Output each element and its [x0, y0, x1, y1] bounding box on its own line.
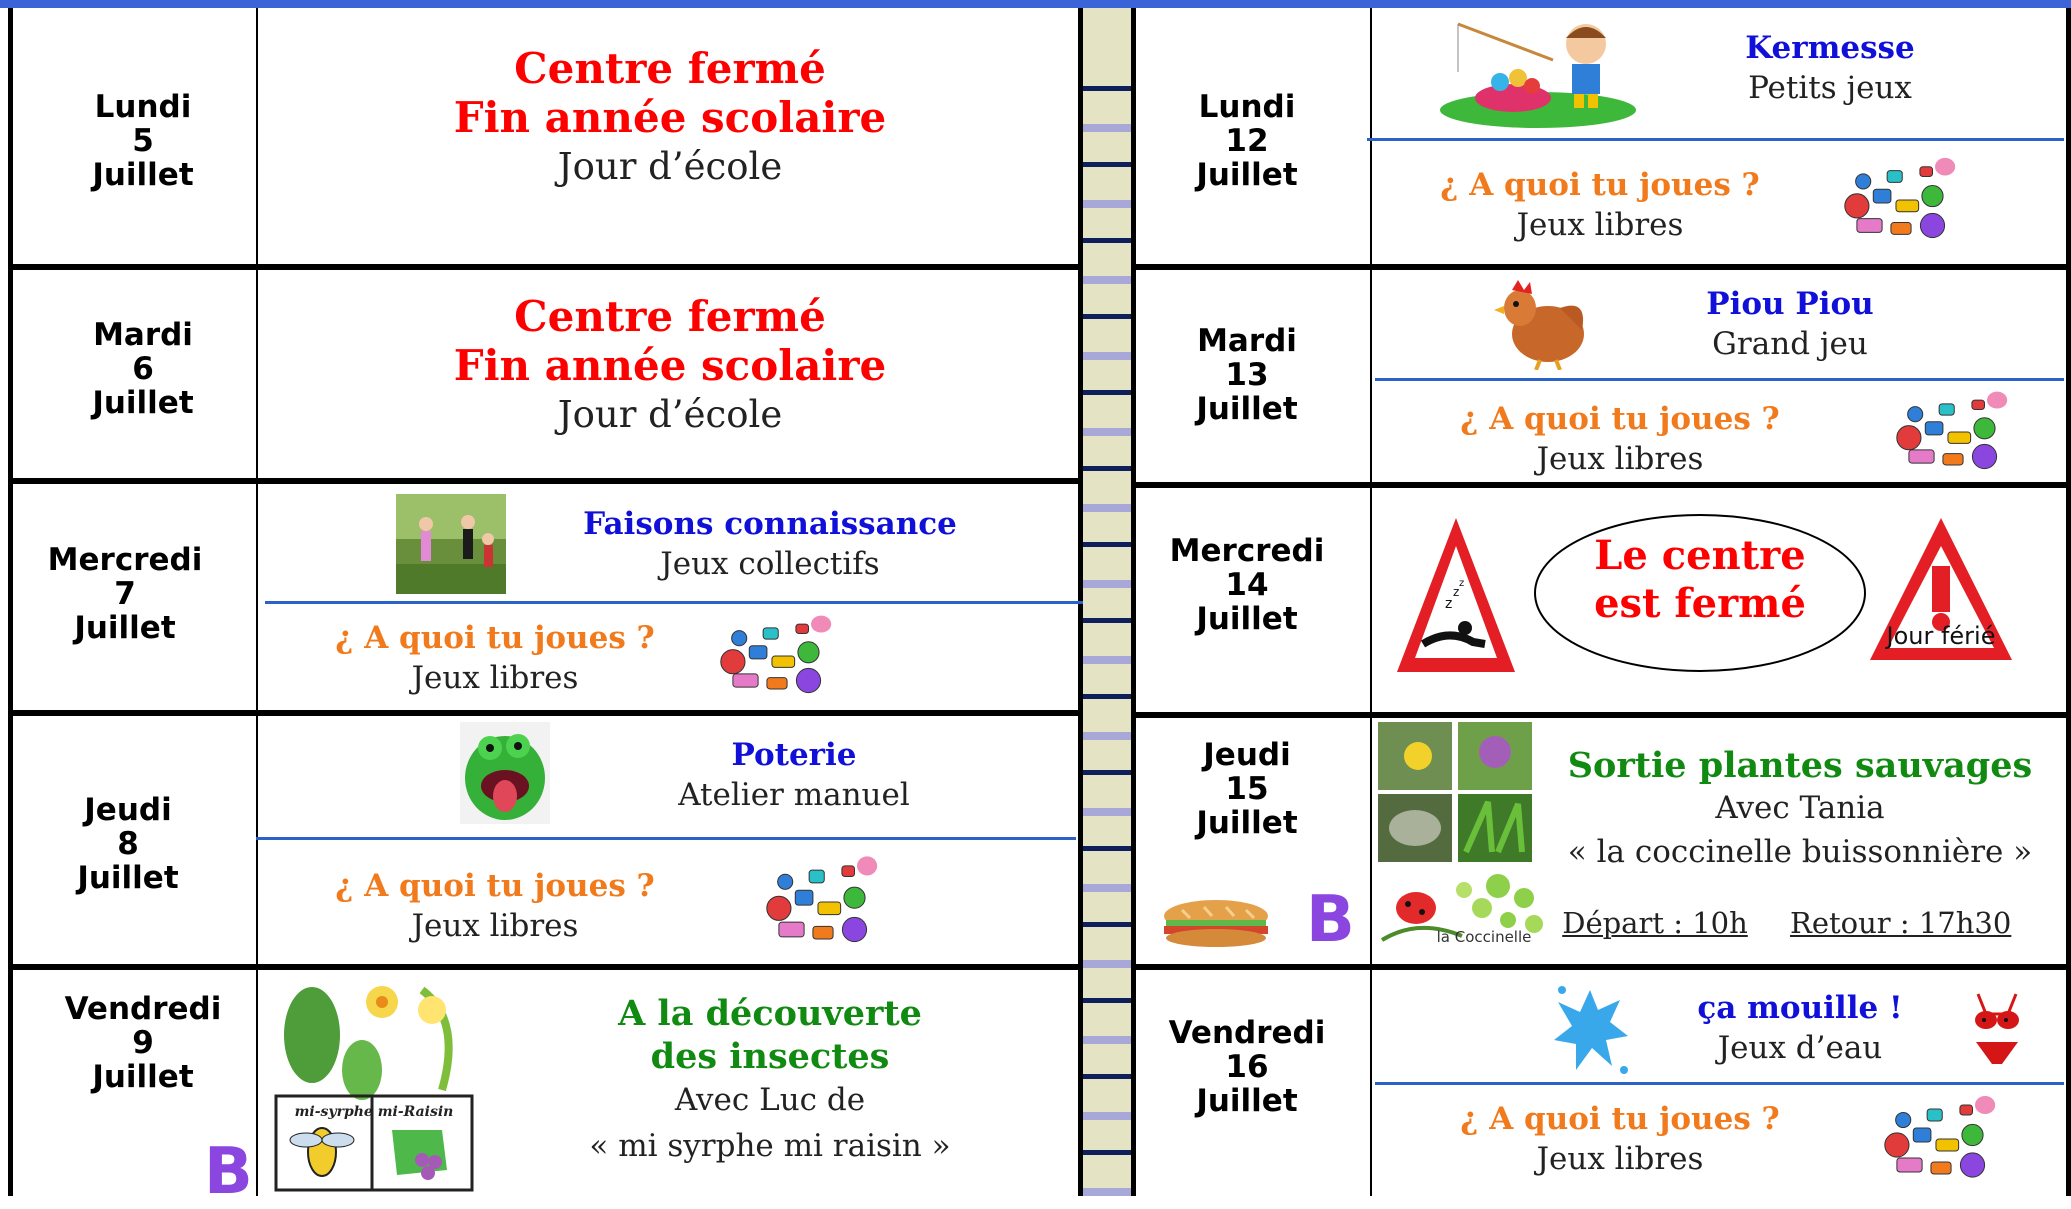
activity-subtitle: Petits jeux [1748, 70, 1912, 106]
strip-dash [1083, 428, 1131, 436]
free-play-title: ¿ A quoi tu joues ? [1460, 1101, 1780, 1137]
activity-title-line2: des insectes [650, 1036, 890, 1077]
strip-dash [1083, 238, 1131, 243]
strip-dash [1083, 124, 1131, 132]
sleeping-warning-sign-icon [1393, 512, 1519, 678]
toy-shape [1856, 174, 1871, 189]
toy-shape [818, 902, 841, 915]
toy-shape [1927, 1109, 1942, 1121]
strip-dash [1083, 390, 1131, 395]
toy-shape [1920, 167, 1933, 177]
closed-subtitle: est fermé [1594, 580, 1806, 627]
svg-text:z: z [1445, 596, 1453, 612]
toy-shape [1857, 219, 1882, 233]
strip-dash [1083, 770, 1131, 775]
free-play-subtitle: Jeux libres [1516, 207, 1684, 243]
toy-shape [1920, 213, 1944, 237]
row-separator [8, 264, 1083, 270]
toy-shape [1887, 171, 1902, 183]
toy-shape [1974, 418, 1995, 439]
closed-subtitle: Fin année scolaire [453, 341, 887, 390]
toy-shape [778, 874, 793, 889]
activity-subtitle-line2: « la coccinelle buissonnière » [1567, 834, 2033, 870]
return-time: Retour : 17h30 [1790, 906, 2012, 940]
center-binding-strip [1083, 8, 1131, 1196]
toys-pile-illustration [1890, 386, 2016, 480]
strip-dash [1083, 276, 1131, 284]
insects-logo-illustration [272, 980, 477, 1193]
toy-balloon [1987, 392, 2007, 409]
day-label: Vendredi 16 Juillet [1168, 1015, 1326, 1119]
row-separator [8, 964, 1083, 970]
hen-illustration [1490, 278, 1590, 370]
day-label: Mardi 13 Juillet [1196, 323, 1298, 427]
closed-subtitle: Fin année scolaire [453, 93, 887, 142]
toy-balloon [1975, 1096, 1995, 1114]
activity-subtitle: Jeux d’eau [1717, 1030, 1883, 1066]
toy-shape [1922, 186, 1943, 207]
strip-dash [1083, 656, 1131, 664]
toy-shape [772, 656, 795, 667]
day-label: Vendredi 9 Juillet [64, 991, 222, 1095]
strip-dash [1083, 618, 1131, 623]
toy-shape [732, 631, 747, 646]
strip-dash [1083, 922, 1131, 927]
toy-shape [1913, 1128, 1931, 1142]
svg-text:z: z [1459, 578, 1465, 589]
holiday-warning-sign-icon [1866, 514, 2016, 666]
activity-divider [265, 601, 1083, 604]
row-separator [1131, 964, 2071, 970]
toy-shape [749, 646, 767, 659]
free-play-title: ¿ A quoi tu joues ? [1440, 167, 1760, 203]
toy-shape [1960, 1153, 1984, 1177]
toy-shape [721, 650, 745, 674]
toy-shape [763, 628, 778, 639]
activity-subtitle-line2: « mi syrphe mi raisin » [589, 1128, 951, 1164]
strip-dash [1083, 542, 1131, 547]
row-separator [1131, 482, 2071, 488]
toy-shape [842, 917, 866, 941]
holiday-sign-text: Jour férié [1886, 622, 1996, 650]
strip-dash [1083, 86, 1131, 91]
free-play-title: ¿ A quoi tu joues ? [335, 620, 655, 656]
toy-shape [795, 890, 813, 905]
toy-shape [1948, 432, 1971, 443]
day-label: Mardi 6 Juillet [92, 317, 194, 421]
activity-subtitle: Jeux collectifs [660, 546, 880, 582]
activity-subtitle: Avec Luc de [674, 1082, 866, 1118]
toy-shape [733, 674, 758, 687]
toy-balloon [811, 616, 831, 633]
wild-plants-photo-collage [1378, 722, 1532, 862]
activity-divider [1367, 138, 2064, 141]
activity-divider [1375, 1082, 2064, 1085]
strip-dash [1083, 580, 1131, 588]
coccinelle-logo [1378, 868, 1548, 952]
toy-balloon [857, 856, 877, 875]
activity-divider [1375, 378, 2064, 381]
activity-title: Piou Piou [1706, 286, 1874, 322]
toy-shape [1897, 1158, 1922, 1172]
free-play-subtitle: Jeux libres [1536, 441, 1704, 477]
toy-shape [1936, 1139, 1959, 1151]
activity-title: A la découverte [618, 993, 922, 1034]
strip-dash [1083, 1074, 1131, 1079]
toy-shape [1896, 200, 1919, 212]
day-label: Lundi 12 Juillet [1196, 89, 1298, 193]
strip-dash [1083, 162, 1131, 167]
toy-shape [796, 668, 820, 692]
free-play-title: ¿ A quoi tu joues ? [335, 868, 655, 904]
free-play-subtitle: Jeux libres [411, 660, 579, 696]
left-day-column-divider [256, 8, 258, 1196]
toy-shape [1925, 422, 1943, 435]
activity-subtitle: Grand jeu [1712, 326, 1868, 362]
free-play-subtitle: Jeux libres [411, 908, 579, 944]
insects-logo-text: mi-syrphe mi-Raisin [294, 1104, 454, 1120]
activity-title: Kermesse [1745, 30, 1915, 66]
toy-shape [767, 678, 787, 689]
toy-shape [1960, 1105, 1973, 1115]
sandwich-icon [1160, 898, 1272, 948]
row-separator [8, 710, 1083, 716]
toy-shape [1943, 454, 1963, 465]
toy-shape [1972, 444, 1996, 468]
toy-shape [1896, 1112, 1911, 1127]
strip-dash [1083, 998, 1131, 1003]
strip-dash [1083, 200, 1131, 208]
activity-divider [256, 837, 1076, 840]
strip-dash [1083, 1036, 1131, 1044]
toy-shape [813, 926, 833, 939]
toy-shape [796, 624, 809, 633]
toys-pile-illustration [1838, 152, 1964, 250]
lunch-badge: B [1306, 883, 1355, 957]
strip-dash [1083, 846, 1131, 851]
free-play-title: ¿ A quoi tu joues ? [1460, 401, 1780, 437]
activity-subtitle: Atelier manuel [678, 777, 910, 813]
activity-title: ça mouille ! [1697, 990, 1903, 1026]
toy-balloon [1935, 158, 1955, 176]
strip-dash [1083, 352, 1131, 360]
toy-shape [779, 922, 804, 937]
row-separator [1131, 712, 2071, 718]
strip-dash [1083, 732, 1131, 740]
toys-pile-illustration [760, 850, 886, 956]
water-splash-icon [1550, 980, 1630, 1076]
closed-note: Jour d’école [557, 145, 783, 188]
coccinelle-logo-text: la Coccinelle [1436, 928, 1532, 946]
toy-shape [842, 866, 855, 877]
strip-dash [1083, 808, 1131, 816]
closed-title: Centre fermé [514, 292, 826, 341]
swimsuit-icon [1972, 992, 2022, 1068]
row-separator [1131, 264, 2071, 270]
fishing-kid-illustration [1438, 16, 1643, 130]
activity-title: Sortie plantes sauvages [1567, 745, 2033, 786]
kids-playing-photo [396, 494, 506, 594]
lunch-badge: B [204, 1135, 253, 1209]
toy-shape [1972, 400, 1985, 409]
svg-text:z: z [1453, 585, 1460, 599]
toy-shape [1897, 426, 1921, 450]
day-label: Lundi 5 Juillet [92, 89, 194, 193]
toy-shape [1931, 1162, 1951, 1174]
strip-dash [1083, 960, 1131, 968]
toys-pile-illustration [1878, 1090, 2004, 1190]
strip-dash [1083, 1188, 1131, 1196]
toy-shape [1939, 404, 1954, 415]
closed-title: Le centre [1594, 532, 1806, 579]
day-label: Jeudi 15 Juillet [1196, 737, 1298, 841]
row-separator [8, 478, 1083, 484]
toy-shape [1908, 407, 1923, 422]
toy-shape [798, 642, 819, 663]
toys-pile-illustration [714, 610, 840, 704]
right-day-column-divider [1370, 8, 1372, 1196]
toy-shape [844, 887, 865, 908]
strip-dash [1083, 504, 1131, 512]
toy-shape [1891, 223, 1911, 235]
activity-title: Faisons connaissance [583, 506, 957, 542]
toy-shape [809, 870, 824, 883]
strip-dash [1083, 466, 1131, 471]
strip-dash [1083, 694, 1131, 699]
toy-shape [1962, 1124, 1983, 1145]
pottery-frog-image [460, 722, 550, 824]
strip-dash [1083, 1150, 1131, 1155]
day-label: Mercredi 7 Juillet [47, 542, 203, 646]
day-label: Jeudi 8 Juillet [77, 792, 179, 896]
top-border [0, 0, 2071, 8]
strip-dash [1083, 1112, 1131, 1120]
closed-title: Centre fermé [514, 44, 826, 93]
activity-title: Poterie [731, 737, 857, 773]
activity-subtitle: Avec Tania [1715, 790, 1885, 826]
day-label: Mercredi 14 Juillet [1169, 533, 1325, 637]
toy-shape [1885, 1133, 1909, 1157]
strip-dash [1083, 884, 1131, 892]
toy-shape [1845, 194, 1869, 218]
toy-shape [1873, 189, 1891, 203]
departure-time: Départ : 10h [1562, 906, 1748, 940]
toy-shape [767, 896, 791, 920]
closed-note: Jour d’école [557, 393, 783, 436]
free-play-subtitle: Jeux libres [1536, 1141, 1704, 1177]
strip-dash [1083, 314, 1131, 319]
toy-shape [1909, 450, 1934, 463]
